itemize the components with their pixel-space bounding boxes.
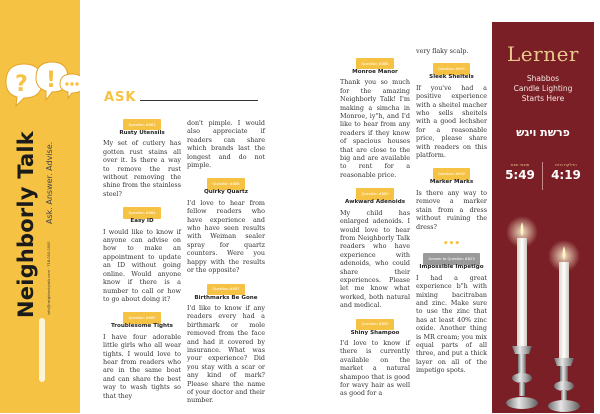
question-badge: Question #885 — [123, 312, 160, 323]
answer-badge: Answer to Question #823 — [423, 253, 479, 264]
section-dots: ••• — [442, 238, 461, 249]
question-title: Shiny Shampoo — [350, 329, 400, 336]
question-body: I would like to know if anyone can advise on how to make an appointment to update an ID without going online. Would anyone know if there is a number to call or how to go about doing it? — [103, 227, 181, 303]
question-title: Easy ID — [130, 218, 154, 225]
question-title: Quirky Quartz — [204, 189, 248, 196]
question-body: I'd love to know if there is currently available on the market a natural shampoo that is good for wavy hair as well as good for a — [340, 338, 410, 398]
question-badge: Question #883 — [123, 119, 160, 130]
question-item — [340, 319, 410, 398]
question-title: Monroe Manor — [352, 69, 398, 75]
question-body: Thank you so much for the amazing Neighborly Talk! I'm making a simcha in Monroe, iy"h, and I'd like to hear from any readers if they know of spacious houses that are close to the big and are available to rent for a reasonable price. — [340, 78, 410, 179]
ad-brand: Lerner — [507, 42, 579, 66]
continued-text: very flaky scalp. — [416, 47, 469, 55]
sidebar-title: Neighborly Talk — [14, 131, 38, 318]
sidebar-contact-tag: info@neighborlytalk.com · 718.000.0000 — [47, 241, 51, 315]
section-heading: ASK — [104, 90, 137, 105]
question-item — [340, 188, 410, 309]
question-badge: Question #888 — [356, 58, 393, 69]
answer-body: I had a great experience b"h with mixing bacitraban and zinc. Make sure to use the zinc that has at least 40% zinc oxide. Another thing is MR cream; you mix equal parts of all three, and put a thick layer on all of the impetigo spots. — [416, 273, 487, 375]
answer-item — [416, 253, 487, 374]
heading-rule — [140, 100, 258, 101]
question-title: Rusty Utensils — [119, 130, 165, 136]
question-badge: Question #886 — [207, 178, 244, 189]
question-badge: Question #892 — [433, 168, 470, 179]
ad-time-candle-lighting: הדלקת נרות 4:19 — [551, 162, 581, 182]
question-body: If you've had a positive experience with a sheitel macher who sells sheitels with a good lechsher for a reasonable price, please share with readers on this platform. — [416, 83, 487, 160]
question-body: I'd love to hear from fellow readers who have experience and who have seen results with Weiman sealer spray for quartz counters. Were you happy with the results or the opposite? — [187, 198, 265, 275]
question-title: Sleek Sheitels — [429, 74, 474, 81]
continued-text: don't pimple. I would also appreciate if readers can share which brands last the longest and do not pimple. — [187, 119, 265, 170]
question-title: Troublesome Tights — [111, 323, 173, 330]
speech-bubbles-icon — [2, 60, 80, 120]
sidebar-contact-pill — [39, 318, 45, 382]
question-body: My set of cutlery has gotten rust stains all over it. Is there a way to remove the rust without removing the shine from the stainless steel? — [103, 139, 181, 198]
column-1 — [103, 119, 181, 409]
question-title: Marker Marks — [429, 179, 474, 186]
sidebar-subtitle: Ask. Answer. Advise. — [45, 141, 54, 224]
question-item — [416, 168, 487, 230]
lerner-ad[interactable] — [492, 22, 594, 413]
ad-times — [498, 162, 588, 192]
question-badge: Question #890 — [356, 319, 393, 330]
question-item — [103, 207, 181, 303]
column-4 — [416, 47, 487, 384]
svg-text:?: ? — [15, 72, 28, 97]
answer-title: Impossible Impetigo — [419, 264, 484, 271]
question-item — [187, 284, 265, 405]
question-item — [416, 63, 487, 159]
question-body: I'd like to know if any readers every had a birthmark or mole removed from the face and had it covered by insurance. What was your experience? Did you stay with a scar or any kind of mark? Please share the name of your doctor and their number. — [187, 303, 265, 405]
question-badge: Question #887 — [207, 284, 244, 295]
question-title: Awkward Adenoids — [344, 199, 406, 206]
question-item — [187, 178, 265, 274]
svg-text:!: ! — [46, 68, 57, 93]
question-item — [103, 312, 181, 400]
ad-time-divider — [542, 162, 543, 190]
question-item — [103, 119, 181, 198]
question-item — [340, 58, 410, 179]
question-body: I have four adorable little girls who all wear tights. I would love to hear from readers who are in the same boat and can share the best way to wash tights so that they — [103, 332, 181, 400]
question-body: Is there any way to remove a marker stain from a dress without ruining the dress? — [416, 188, 487, 231]
column-3 — [340, 58, 410, 407]
ad-tagline: Shabbos Candle Lighting Starts Here — [513, 74, 573, 103]
ad-parsha: פרשת ויגש — [516, 126, 570, 139]
sidebar — [0, 0, 80, 413]
question-badge: Question #891 — [433, 63, 470, 74]
question-badge: Question #889 — [356, 188, 393, 199]
question-title: Birthmarks Be Gone — [194, 294, 258, 301]
question-body: My child has enlarged adenoids. I would love to hear from Neighborly Talk readers who have experience with adenoids, who could share their experiences. Please let me know what worked, both natural and medical. — [340, 208, 410, 310]
ad-time-motzei: מוצאי שבת 5:49 — [505, 162, 535, 182]
question-badge: Question #884 — [123, 207, 160, 218]
column-2 — [187, 119, 265, 414]
candles-image — [492, 212, 594, 413]
